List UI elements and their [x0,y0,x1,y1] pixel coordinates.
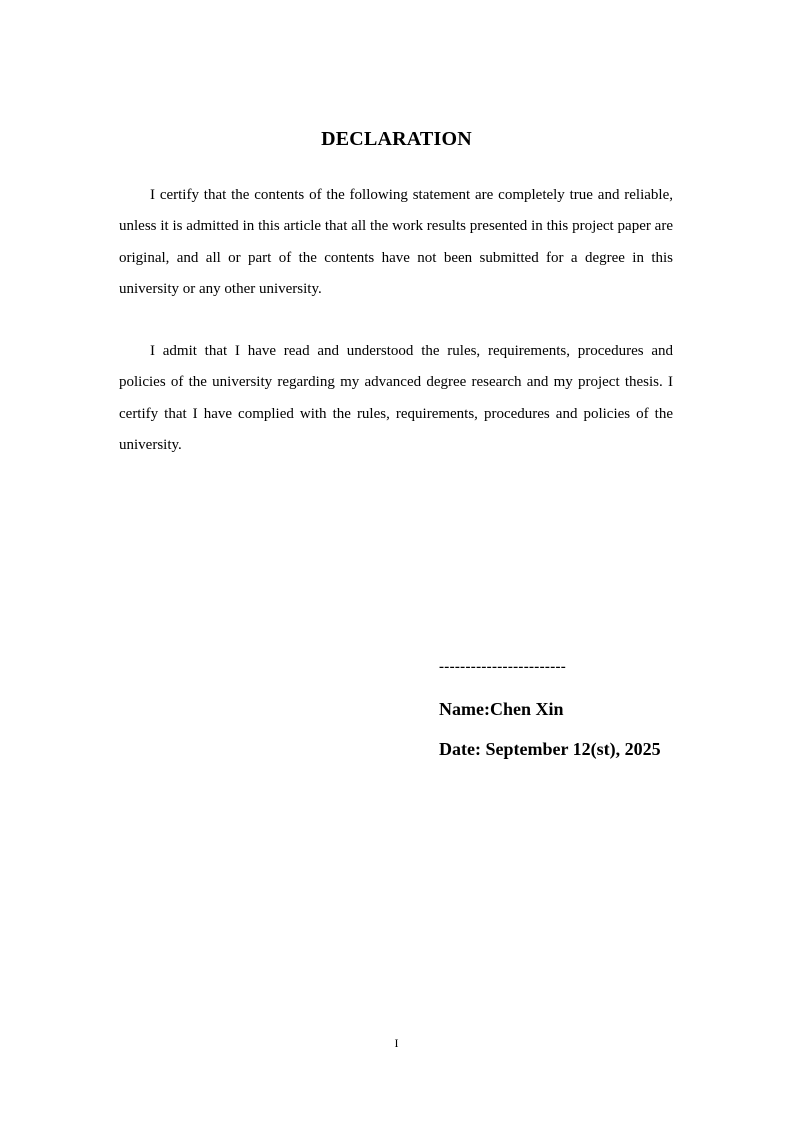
signature-date: Date: September 12(st), 2025 [439,739,661,759]
page-title: DECLARATION [321,128,472,150]
signer-name: Name:Chen Xin [439,699,564,719]
page-number: I [394,1036,399,1050]
declaration-paragraph-1: I certify that the contents of the following statement are completely true and reliable, unless it is admitted in this article that all the work results presented in this project paper are original, and all or part of the contents have not been submitted for a degree in this university or any other university. [119,187,673,297]
signature-block [439,655,739,762]
declaration-paragraph-2: I admit that I have read and understood the rules, requirements, procedures and policies of the university regarding my advanced degree research and my project thesis. I certify that I have complied with the rules, requirements, procedures and policies of the university. [119,343,673,453]
signature-line: ------------------------ [439,659,567,675]
